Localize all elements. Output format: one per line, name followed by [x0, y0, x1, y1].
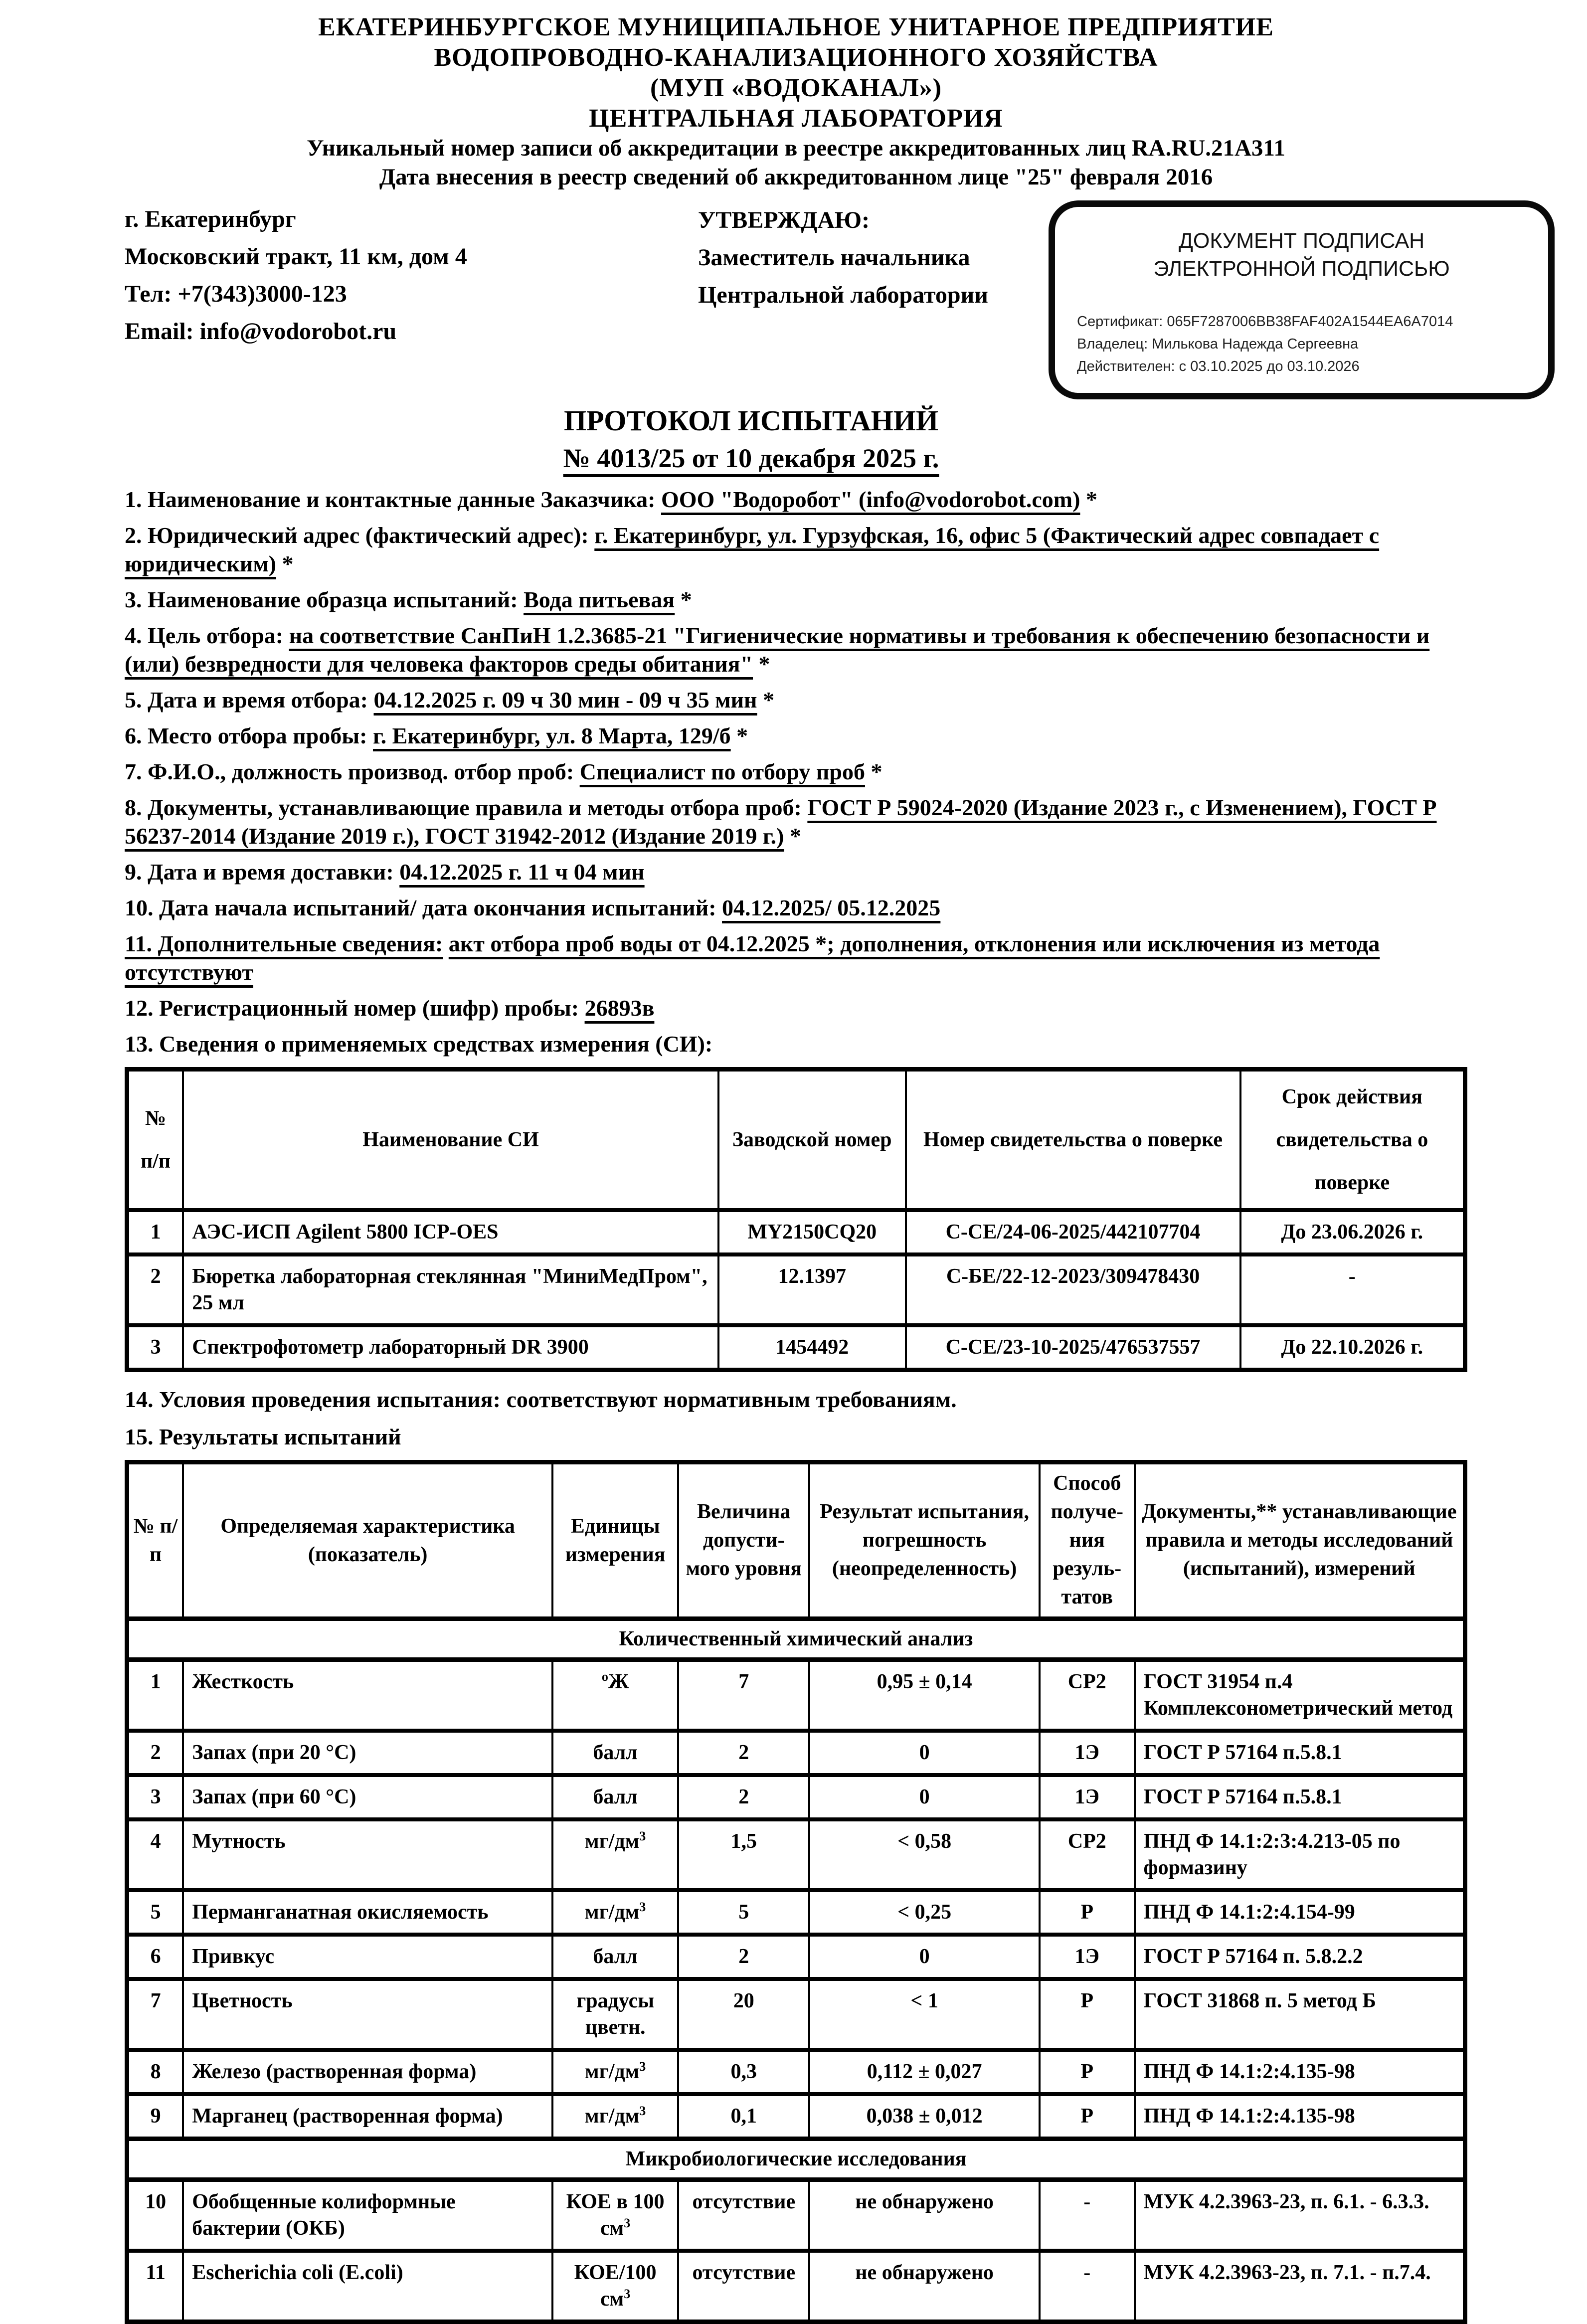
results-section-row: [127, 1619, 1465, 1660]
field-label: 5. Дата и время отбора:: [125, 687, 368, 713]
table-body: [127, 1619, 1465, 2322]
result-cell-name: Обобщенные колиформные бактерии (ОКБ): [183, 2180, 552, 2251]
si-table-row: [127, 1210, 1465, 1254]
si-cell: 2: [127, 1254, 183, 1325]
column-header: Единицы измерения: [552, 1462, 678, 1619]
result-cell-doc: ГОСТ Р 57164 п. 5.8.2.2: [1135, 1935, 1465, 1979]
result-cell-name: Запах (при 20 °С): [183, 1731, 552, 1775]
field-value: Вода питьевая: [524, 587, 675, 612]
result-cell-name: Перманганатная окисляемость: [183, 1890, 552, 1935]
table-header: [127, 1070, 1465, 1211]
stamp-owner: Владелец: Милькова Надежда Сергеевна: [1077, 336, 1359, 352]
result-cell-doc: ПНД Ф 14.1:2:4.154-99: [1135, 1890, 1465, 1935]
contact-email: Email: info@vodorobot.ru: [125, 318, 397, 345]
result-cell-doc: ПНД Ф 14.1:2:4.135-98: [1135, 2094, 1465, 2139]
field-asterisk: *: [753, 651, 770, 677]
contact-phone: Тел: +7(343)3000-123: [125, 281, 347, 307]
field-item: [125, 621, 1467, 678]
result-cell-name: Железо (растворенная форма): [183, 2050, 552, 2094]
field-item: [125, 858, 1467, 886]
org-name-line-1: ЕКАТЕРИНБУРГСКОЕ МУНИЦИПАЛЬНОЕ УНИТАРНОЕ ПРЕДПРИЯТИЕ: [318, 13, 1274, 41]
result-cell-limit: 0,3: [678, 2050, 809, 2094]
result-cell-result: < 1: [809, 1979, 1040, 2050]
result-cell-doc: ГОСТ 31868 п. 5 метод Б: [1135, 1979, 1465, 2050]
result-cell-unit: $мг/дм^3$: [552, 2050, 678, 2094]
si-cell: -: [1240, 1254, 1465, 1325]
result-cell-name: Мутность: [183, 1819, 552, 1890]
field-value: г. Екатеринбург, ул. 8 Марта, 129/б: [372, 723, 731, 748]
result-cell-unit: $^о$Ж: [552, 1660, 678, 1731]
field-item: [125, 721, 1467, 750]
result-cell-unit: балл: [552, 1731, 678, 1775]
result-cell-num: 9: [127, 2094, 183, 2139]
test-results-table: [125, 1460, 1467, 2324]
result-cell-name: Привкус: [183, 1935, 552, 1979]
si-table-row: [127, 1325, 1465, 1370]
result-cell-method: СР2: [1040, 1660, 1135, 1731]
result-cell-doc: ГОСТ Р 57164 п.5.8.1: [1135, 1731, 1465, 1775]
field-label: 12. Регистрационный номер (шифр) пробы:: [125, 995, 579, 1021]
result-cell-method: -: [1040, 2251, 1135, 2322]
field-asterisk: *: [1080, 487, 1097, 512]
measuring-instruments-table: [125, 1067, 1467, 1372]
result-cell-method: 1Э: [1040, 1935, 1135, 1979]
result-row: [127, 1890, 1465, 1935]
field-value: акт отбора проб воды от 04.12.2025 *; дополнения, отклонения или исключения из метода отсутствуют: [125, 931, 1380, 985]
field-label: 4. Цель отбора:: [125, 623, 284, 648]
result-cell-method: Р: [1040, 1979, 1135, 2050]
result-cell-limit: 1,5: [678, 1819, 809, 1890]
si-cell: С-СЕ/23-10-2025/476537557: [906, 1325, 1240, 1370]
result-cell-unit: балл: [552, 1775, 678, 1819]
results-section-title: Количественный химический анализ: [127, 1619, 1465, 1660]
result-cell-limit: 2: [678, 1935, 809, 1979]
results-section-row: [127, 2139, 1465, 2180]
org-name-line-3: (МУП «ВОДОКАНАЛ»): [650, 74, 942, 102]
result-cell-unit: КОЕ в 100 $см^3$: [552, 2180, 678, 2251]
column-header: Документы,** устанавливающие правила и методы исследований (испытаний), измерений: [1135, 1462, 1465, 1619]
field-value: 26893в: [584, 995, 655, 1021]
approval-block: [698, 200, 1049, 314]
result-cell-result: 0: [809, 1731, 1040, 1775]
result-cell-result: < 0,58: [809, 1819, 1040, 1890]
result-cell-result: 0,038 ± 0,012: [809, 2094, 1040, 2139]
lab-contacts-block: [125, 200, 698, 350]
conditions-label: 14. Условия проведения испытания: соответствуют нормативным требованиям.: [125, 1387, 957, 1412]
result-cell-result: 0: [809, 1935, 1040, 1979]
si-cell: 1: [127, 1210, 183, 1254]
result-cell-limit: 20: [678, 1979, 809, 2050]
result-row: [127, 1935, 1465, 1979]
result-cell-method: 1Э: [1040, 1775, 1135, 1819]
si-cell: До 22.10.2026 г.: [1240, 1325, 1465, 1370]
field-value: ГОСТ Р 59024-2020 (Издание 2023 г., с Изменением), ГОСТ Р 56237-2014 (Издание 2019 г.), ГОСТ 31942-2012 (Издание 2019 г.): [125, 795, 1437, 849]
column-header: Способ получе-ния резуль-татов: [1040, 1462, 1135, 1619]
field-item: [125, 894, 1467, 922]
field-item: [125, 994, 1467, 1022]
si-cell: 3: [127, 1325, 183, 1370]
result-cell-num: 11: [127, 2251, 183, 2322]
result-cell-doc: ПНД Ф 14.1:2:3:4.213-05 по формазину: [1135, 1819, 1465, 1890]
result-cell-num: 3: [127, 1775, 183, 1819]
result-cell-result: не обнаружено: [809, 2180, 1040, 2251]
result-cell-num: 4: [127, 1819, 183, 1890]
approval-position-line-2: Центральной лаборатории: [698, 282, 988, 308]
field-item: [125, 485, 1467, 514]
result-cell-result: 0,95 ± 0,14: [809, 1660, 1040, 1731]
field-label: 8. Документы, устанавливающие правила и методы отбора проб:: [125, 795, 802, 820]
column-header: № п/п: [127, 1070, 183, 1211]
result-row: [127, 2094, 1465, 2139]
org-name-line-4: ЦЕНТРАЛЬНАЯ ЛАБОРАТОРИЯ: [589, 104, 1003, 133]
result-cell-unit: $мг/дм^3$: [552, 1890, 678, 1935]
si-section-label: 13. Сведения о применяемых средствах измерения (СИ):: [125, 1031, 713, 1057]
column-header: Определяемая характеристика (показатель): [183, 1462, 552, 1619]
result-row: [127, 2251, 1465, 2322]
result-cell-num: 8: [127, 2050, 183, 2094]
field-value: 04.12.2025 г. 09 ч 30 мин - 09 ч 35 мин: [373, 687, 757, 713]
column-header: Результат испытания, погрешность (неопределенность): [809, 1462, 1040, 1619]
result-cell-method: СР2: [1040, 1819, 1135, 1890]
column-header: Величина допусти-мого уровня: [678, 1462, 809, 1619]
field-asterisk: *: [784, 823, 801, 849]
column-header: Наименование СИ: [183, 1070, 718, 1211]
contact-address: Московский тракт, 11 км, дом 4: [125, 243, 467, 270]
approval-position-line-1: Заместитель начальника: [698, 244, 970, 271]
stamp-title: [1077, 227, 1526, 283]
si-cell: 1454492: [718, 1325, 906, 1370]
field-item: [125, 757, 1467, 786]
field-label: 3. Наименование образца испытаний:: [125, 587, 518, 612]
header-info-row: [125, 200, 1555, 399]
result-cell-limit: 0,1: [678, 2094, 809, 2139]
si-cell: С-СЕ/24-06-2025/442107704: [906, 1210, 1240, 1254]
field-label: 10. Дата начала испытаний/ дата окончания испытаний:: [125, 895, 716, 920]
field-label: 6. Место отбора пробы:: [125, 723, 367, 748]
table-body: [127, 1210, 1465, 1370]
result-cell-limit: 2: [678, 1775, 809, 1819]
result-cell-doc: ГОСТ 31954 п.4 Комплексонометрический метод: [1135, 1660, 1465, 1731]
column-header: Заводской номер: [718, 1070, 906, 1211]
result-cell-unit: $мг/дм^3$: [552, 2094, 678, 2139]
result-cell-unit: $мг/дм^3$: [552, 1819, 678, 1890]
si-table-row: [127, 1254, 1465, 1325]
protocol-number-line: [125, 442, 1378, 474]
org-name-line-2: ВОДОПРОВОДНО-КАНАЛИЗАЦИОННОГО ХОЗЯЙСТВА: [434, 43, 1158, 72]
field-label: 2. Юридический адрес (фактический адрес):: [125, 523, 589, 548]
field-item: [125, 793, 1467, 850]
result-row: [127, 1819, 1465, 1890]
results-section-label: 15. Результаты испытаний: [125, 1424, 401, 1449]
approval-title: УТВЕРЖДАЮ:: [698, 207, 870, 233]
field-item: [125, 929, 1467, 986]
result-cell-limit: 5: [678, 1890, 809, 1935]
field-item: [125, 521, 1467, 578]
table-header-row: [127, 1462, 1465, 1619]
table-header-row: [127, 1070, 1465, 1211]
result-cell-doc: МУК 4.2.3963-23, п. 6.1. - 6.3.3.: [1135, 2180, 1465, 2251]
result-cell-num: 7: [127, 1979, 183, 2050]
result-row: [127, 1979, 1465, 2050]
result-cell-result: 0: [809, 1775, 1040, 1819]
result-cell-unit: балл: [552, 1935, 678, 1979]
result-row: [127, 1660, 1465, 1731]
result-cell-name: Марганец (растворенная форма): [183, 2094, 552, 2139]
result-cell-doc: ПНД Ф 14.1:2:4.135-98: [1135, 2050, 1465, 2094]
contact-city: г. Екатеринбург: [125, 206, 296, 232]
si-cell: Бюретка лабораторная стеклянная "МиниМедПром", 25 мл: [183, 1254, 718, 1325]
result-cell-method: 1Э: [1040, 1731, 1135, 1775]
si-cell: До 23.06.2026 г.: [1240, 1210, 1465, 1254]
field-value: 04.12.2025 г. 11 ч 04 мин: [399, 859, 645, 885]
result-cell-unit: КОЕ/100 $см^3$: [552, 2251, 678, 2322]
stamp-title-line-2: ЭЛЕКТРОННОЙ ПОДПИСЬЮ: [1153, 257, 1450, 281]
result-row: [127, 2180, 1465, 2251]
field-label: 1. Наименование и контактные данные Заказчика:: [125, 487, 656, 512]
results-section-title: Микробиологические исследования: [127, 2139, 1465, 2180]
accreditation-line-1: Уникальный номер записи об аккредитации в реестре аккредитованных лиц RA.RU.21А311: [307, 135, 1285, 161]
field-item: [125, 585, 1467, 614]
column-header: Номер свидетельства о поверке: [906, 1070, 1240, 1211]
result-cell-limit: 7: [678, 1660, 809, 1731]
field-label: 7. Ф.И.О., должность производ. отбор проб:: [125, 759, 574, 784]
result-cell-name: Запах (при 60 °С): [183, 1775, 552, 1819]
protocol-number-text: № 4013/25 от 10 декабря 2025 г.: [563, 443, 939, 473]
table-header: [127, 1462, 1465, 1619]
field-item: [125, 686, 1467, 714]
result-cell-method: -: [1040, 2180, 1135, 2251]
field-value: Специалист по отбору проб: [579, 759, 865, 784]
protocol-fields-list: [125, 485, 1467, 1022]
column-header: № п/п: [127, 1462, 183, 1619]
protocol-title-block: [125, 404, 1378, 474]
result-cell-num: 6: [127, 1935, 183, 1979]
result-cell-result: не обнаружено: [809, 2251, 1040, 2322]
field-asterisk: *: [865, 759, 882, 784]
si-cell: Спектрофотометр лабораторный DR 3900: [183, 1325, 718, 1370]
stamp-certificate: Сертификат: 065F7287006BB38FAF402A1544EA6A7014: [1077, 314, 1453, 330]
si-cell: 12.1397: [718, 1254, 906, 1325]
si-cell: MY2150CQ20: [718, 1210, 906, 1254]
result-cell-unit: градусы цветн.: [552, 1979, 678, 2050]
protocol-title: ПРОТОКОЛ ИСПЫТАНИЙ: [564, 404, 938, 437]
result-cell-doc: ГОСТ Р 57164 п.5.8.1: [1135, 1775, 1465, 1819]
digital-signature-stamp: [1049, 200, 1555, 399]
result-cell-method: Р: [1040, 2094, 1135, 2139]
field-asterisk: *: [675, 587, 692, 612]
result-cell-limit: отсутствие: [678, 2180, 809, 2251]
column-header: Срок действия свидетельства о поверке: [1240, 1070, 1465, 1211]
result-row: [127, 1775, 1465, 1819]
result-cell-name: Escherichia coli (E.coli): [183, 2251, 552, 2322]
result-cell-method: Р: [1040, 2050, 1135, 2094]
result-row: [127, 2050, 1465, 2094]
result-cell-result: 0,112 ± 0,027: [809, 2050, 1040, 2094]
org-header: [125, 12, 1467, 191]
field-label: 11. Дополнительные сведения:: [125, 931, 443, 956]
result-cell-name: Цветность: [183, 1979, 552, 2050]
result-cell-method: Р: [1040, 1890, 1135, 1935]
field-value: 04.12.2025/ 05.12.2025: [722, 895, 941, 920]
result-row: [127, 1731, 1465, 1775]
field-value: г. Екатеринбург, ул. Гурзуфская, 16, офис 5 (Фактический адрес совпадает с юридическим): [125, 523, 1380, 576]
result-cell-num: 10: [127, 2180, 183, 2251]
field-asterisk: *: [757, 687, 775, 713]
result-cell-num: 2: [127, 1731, 183, 1775]
field-asterisk: *: [276, 551, 294, 576]
field-value: ООО "Водоробот" (info@vodorobot.com): [661, 487, 1080, 512]
result-cell-doc: МУК 4.2.3963-23, п. 7.1. - п.7.4.: [1135, 2251, 1465, 2322]
result-cell-name: Жесткость: [183, 1660, 552, 1731]
result-cell-result: < 0,25: [809, 1890, 1040, 1935]
si-cell: АЭС-ИСП Agilent 5800 ICP-OES: [183, 1210, 718, 1254]
field-asterisk: *: [730, 723, 748, 748]
result-cell-num: 1: [127, 1660, 183, 1731]
field-label: 9. Дата и время доставки:: [125, 859, 394, 885]
stamp-validity: Действителен: с 03.10.2025 до 03.10.2026: [1077, 358, 1360, 374]
accreditation-line-2: Дата внесения в реестр сведений об аккредитованном лице "25" февраля 2016: [379, 164, 1213, 190]
result-cell-num: 5: [127, 1890, 183, 1935]
result-cell-limit: отсутствие: [678, 2251, 809, 2322]
result-cell-limit: 2: [678, 1731, 809, 1775]
field-value: на соответствие СанПиН 1.2.3685-21 "Гигиенические нормативы и требования к обеспечению безопасности и (или) безвредности для человека факторов среды обитания": [125, 623, 1430, 677]
stamp-title-line-1: ДОКУМЕНТ ПОДПИСАН: [1178, 229, 1425, 253]
si-cell: С-БЕ/22-12-2023/309478430: [906, 1254, 1240, 1325]
